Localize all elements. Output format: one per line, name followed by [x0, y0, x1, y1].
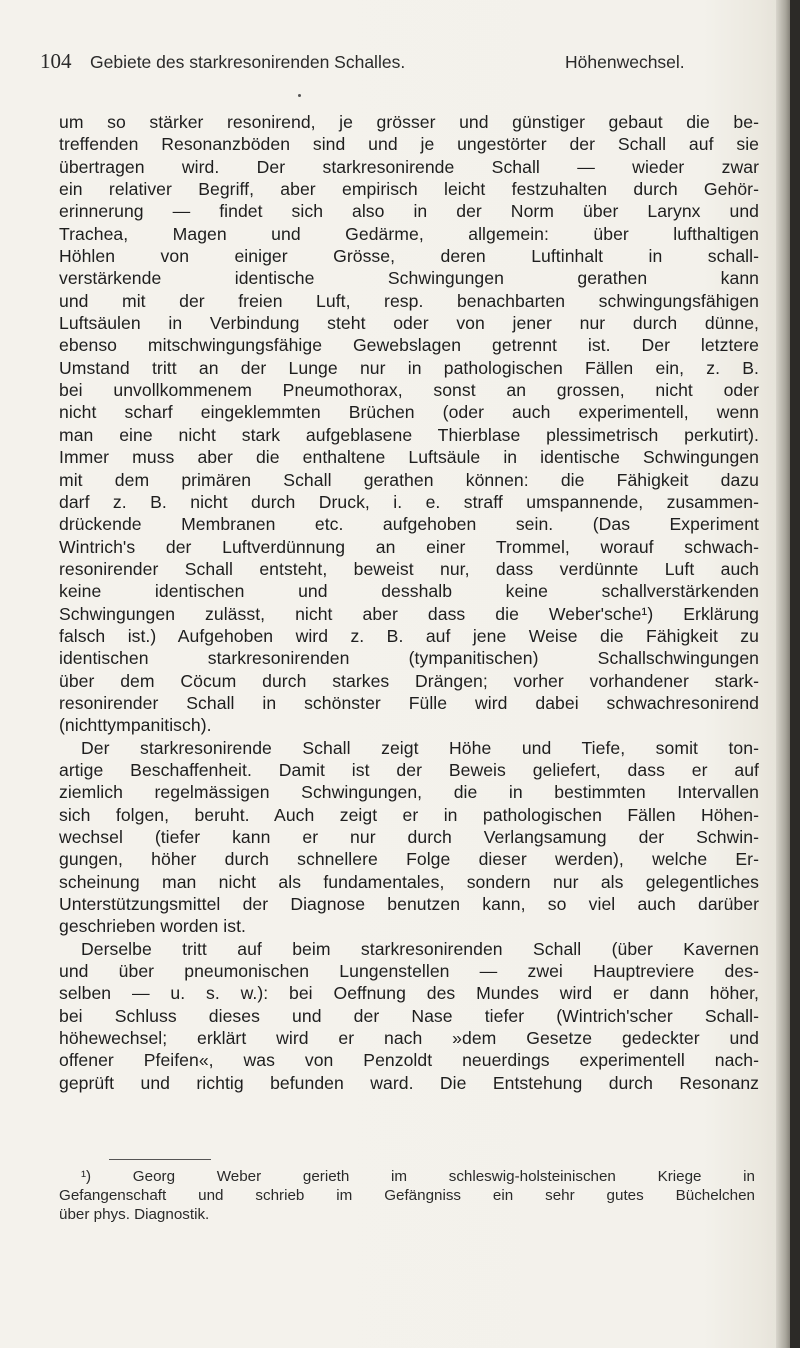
text-line: darf z. B. nicht durch Druck, i. e. straff umspannende, zusammen- [59, 491, 759, 512]
footnotes [59, 1167, 755, 1224]
text-line: Wintrich's der Luftverdünnung an einer Trommel, worauf schwach- [59, 536, 759, 557]
text-line: geschrieben worden ist. [59, 916, 246, 937]
text-line: Der starkresonirende Schall zeigt Höhe und Tiefe, somit ton- [81, 737, 759, 758]
text-line: selben — u. s. w.): bei Oeffnung des Mundes wird er dann höher, [59, 983, 759, 1004]
text-line: bei unvollkommenem Pneumothorax, sonst an grossen, nicht oder [59, 380, 759, 401]
footnote-line: über phys. Diagnostik. [59, 1206, 210, 1223]
text-line: ebenso mitschwingungsfähige Gewebslagen getrennt ist. Der letztere [59, 335, 759, 356]
text-line: (nichttympanitisch). [59, 715, 212, 736]
text-line: scheinung man nicht als fundamentales, sondern nur als gelegentliches [59, 871, 759, 892]
text-line: offener Pfeifen«, was von Penzoldt neuerdings experimentell nach- [59, 1050, 759, 1071]
text-line: treffenden Resonanzböden sind und je ungestörter der Schall auf sie [59, 134, 759, 155]
text-line: identischen starkresonirenden (tympanitischen) Schallschwingungen [59, 648, 759, 669]
text-line: erinnerung — findet sich also in der Norm über Larynx und [59, 201, 759, 222]
text-line: nicht scharf eingeklemmten Brüchen (oder auch experimentell, wenn [59, 402, 759, 423]
text-line: Höhlen von einiger Grösse, deren Luftinhalt in schall- [59, 246, 759, 267]
text-line: keine identischen und desshalb keine schallverstärkenden [59, 581, 759, 602]
text-line: resonirender Schall in schönster Fülle wird dabei schwachresonirend [59, 692, 759, 713]
text-line: sich folgen, beruht. Auch zeigt er in pathologischen Fällen Höhen- [59, 804, 759, 825]
text-line: um so stärker resonirend, je grösser und günstiger gebaut die be- [59, 112, 759, 132]
text-line: ein relativer Begriff, aber empirisch leicht festzuhalten durch Gehör- [59, 179, 759, 200]
text-line: Immer muss aber die enthaltene Luftsäule in identische Schwingungen [59, 447, 759, 468]
text-line: verstärkende identische Schwingungen gerathen kann [59, 268, 759, 289]
running-header [40, 49, 740, 78]
text-line: geprüft und richtig befunden ward. Die Entstehung durch Resonanz [59, 1072, 759, 1093]
footnote-rule [109, 1159, 211, 1160]
text-line: Derselbe tritt auf beim starkresonirenden Schall (über Kavernen [81, 938, 759, 959]
text-line: Unterstützungsmittel der Diagnose benutzen kann, so viel auch darüber [59, 894, 759, 915]
running-title-right: Höhenwechsel. [565, 52, 685, 72]
text-line: bei Schluss dieses und der Nase tiefer (Wintrich'scher Schall- [59, 1005, 759, 1026]
print-speck [298, 94, 301, 97]
body-text [59, 111, 759, 1094]
footnote-line: Gefangenschaft und schrieb im Gefängniss ein sehr gutes Büchelchen [59, 1187, 755, 1204]
text-line: übertragen wird. Der starkresonirende Schall — wieder zwar [59, 156, 759, 177]
text-line: falsch ist.) Aufgehoben wird z. B. auf jene Weise die Fähigkeit zu [59, 625, 759, 646]
text-line: und über pneumonischen Lungenstellen — zwei Hauptreviere des- [59, 961, 759, 982]
text-line: und mit der freien Luft, resp. benachbarten schwingungsfähigen [59, 290, 759, 311]
text-line: man eine nicht stark aufgeblasene Thierblase plessimetrisch perkutirt). [59, 424, 759, 445]
text-line: über dem Cöcum durch starkes Drängen; vorher vorhandener stark- [59, 670, 759, 691]
text-line: artige Beschaffenheit. Damit ist der Beweis geliefert, dass er auf [59, 759, 759, 780]
text-line: Luftsäulen in Verbindung steht oder von jener nur durch dünne, [59, 313, 759, 334]
running-title: Gebiete des starkresonirenden Schalles. [90, 52, 406, 72]
text-line: Umstand tritt an der Lunge nur in pathologischen Fällen ein, z. B. [59, 357, 759, 378]
footnote-line: ¹) Georg Weber gerieth im schleswig-holsteinischen Kriege in [81, 1168, 755, 1185]
text-line: wechsel (tiefer kann er nur durch Verlangsamung der Schwin- [59, 827, 759, 847]
text-line: Trachea, Magen und Gedärme, allgemein: über lufthaltigen [59, 223, 759, 244]
text-line: gungen, höher durch schnellere Folge dieser werden), welche Er- [59, 849, 759, 870]
text-line: resonirender Schall entsteht, beweist nur, dass verdünnte Luft auch [59, 558, 759, 579]
text-line: mit dem primären Schall gerathen können: die Fähigkeit dazu [59, 469, 759, 490]
text-line: höhewechsel; erklärt wird er nach »dem Gesetze gedeckter und [59, 1028, 759, 1049]
text-line: drückende Membranen etc. aufgehoben sein. (Das Experiment [59, 514, 759, 535]
text-line: ziemlich regelmässigen Schwingungen, die in bestimmten Intervallen [59, 782, 759, 803]
text-line: Schwingungen zulässt, nicht aber dass die Weber'sche¹) Erklärung [59, 603, 759, 624]
page-number: 104 [40, 49, 72, 73]
binding-edge [790, 0, 800, 1348]
